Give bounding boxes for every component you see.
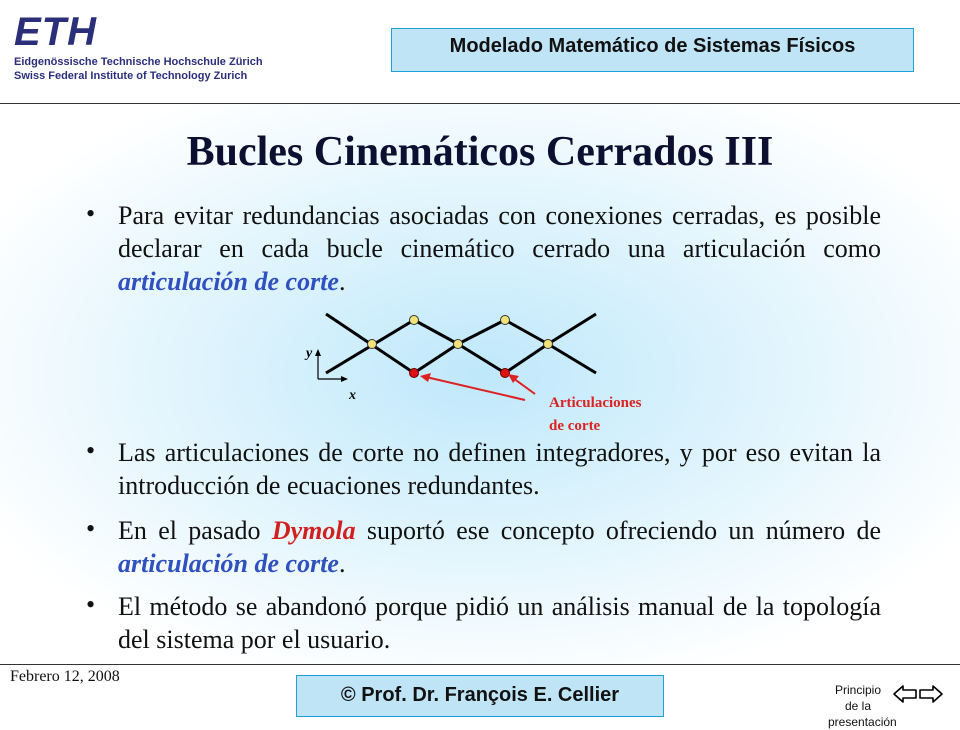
- x-axis-arrowhead: [341, 376, 348, 382]
- eth-logo-word: ETH: [14, 10, 97, 54]
- bullet-3-text: [118, 514, 881, 580]
- previous-slide-arrow-icon[interactable]: [892, 684, 918, 704]
- kinematic-loop-figure: [300, 306, 700, 440]
- axis-label-y: y: [306, 346, 313, 361]
- bullet-3-emphasis: articulación de corte: [118, 549, 339, 578]
- bullet-marker: •: [86, 436, 96, 465]
- bullet-marker: •: [86, 590, 96, 619]
- axis-label-x: x: [349, 388, 356, 403]
- header-divider: [0, 103, 960, 104]
- bullet-1-text: [118, 199, 881, 298]
- bullet-1-emphasis: articulación de corte: [118, 267, 339, 296]
- joint-5: [544, 340, 553, 349]
- author-credit: © Prof. Dr. François E. Cellier: [340, 684, 620, 706]
- callout-label-line2: de corte: [549, 418, 601, 434]
- callout-arrowhead-1: [420, 373, 431, 382]
- cut-joint-2: [501, 369, 510, 378]
- bullet-3-text-end: .: [338, 549, 346, 578]
- eth-logo: [14, 12, 274, 82]
- y-axis-arrowhead: [315, 349, 321, 356]
- bullet-marker: •: [86, 199, 96, 228]
- cut-joint-1: [410, 369, 419, 378]
- joint-1: [368, 340, 377, 349]
- bullet-1-text-end: .: [338, 267, 346, 296]
- joint-4: [501, 316, 510, 325]
- course-title: Modelado Matemático de Sistemas Físicos: [449, 35, 856, 57]
- bullet-1-text-start: Para evitar redundancias asociadas con conexiones cerradas, es posible declarar en cada bucle cinemático cerrado una articulación como: [118, 201, 881, 263]
- next-slide-arrow-icon[interactable]: [918, 684, 944, 704]
- bullet-2-text: Las articulaciones de corte no definen integradores, y por eso evitan la introducción de ecuaciones redundantes.: [118, 438, 881, 500]
- footer-divider: [0, 664, 960, 665]
- joint-2: [410, 316, 419, 325]
- eth-logo-line-german: Eidgenössische Technische Hochschule Zürich: [14, 56, 263, 68]
- bullet-4-text: El método se abandonó porque pidió un análisis manual de la topología del sistema por el usuario.: [118, 592, 881, 654]
- bullet-3-text-middle: suportó ese concepto ofreciendo un número de: [355, 516, 881, 545]
- eth-logo-line-english: Swiss Federal Institute of Technology Zurich: [14, 70, 248, 82]
- bullet-3-text-start: En el pasado: [118, 516, 272, 545]
- joint-3: [454, 340, 463, 349]
- presentation-date: Febrero 12, 2008: [10, 668, 120, 685]
- slide-title: Bucles Cinemáticos Cerrados III: [186, 129, 774, 175]
- start-of-presentation-link[interactable]: Principio de la presentación: [828, 683, 897, 729]
- bullet-marker: •: [86, 514, 96, 543]
- bullet-3-emphasis-red: Dymola: [271, 516, 356, 545]
- callout-arrows: [426, 377, 535, 400]
- callout-label-line1: Articulaciones: [549, 395, 642, 411]
